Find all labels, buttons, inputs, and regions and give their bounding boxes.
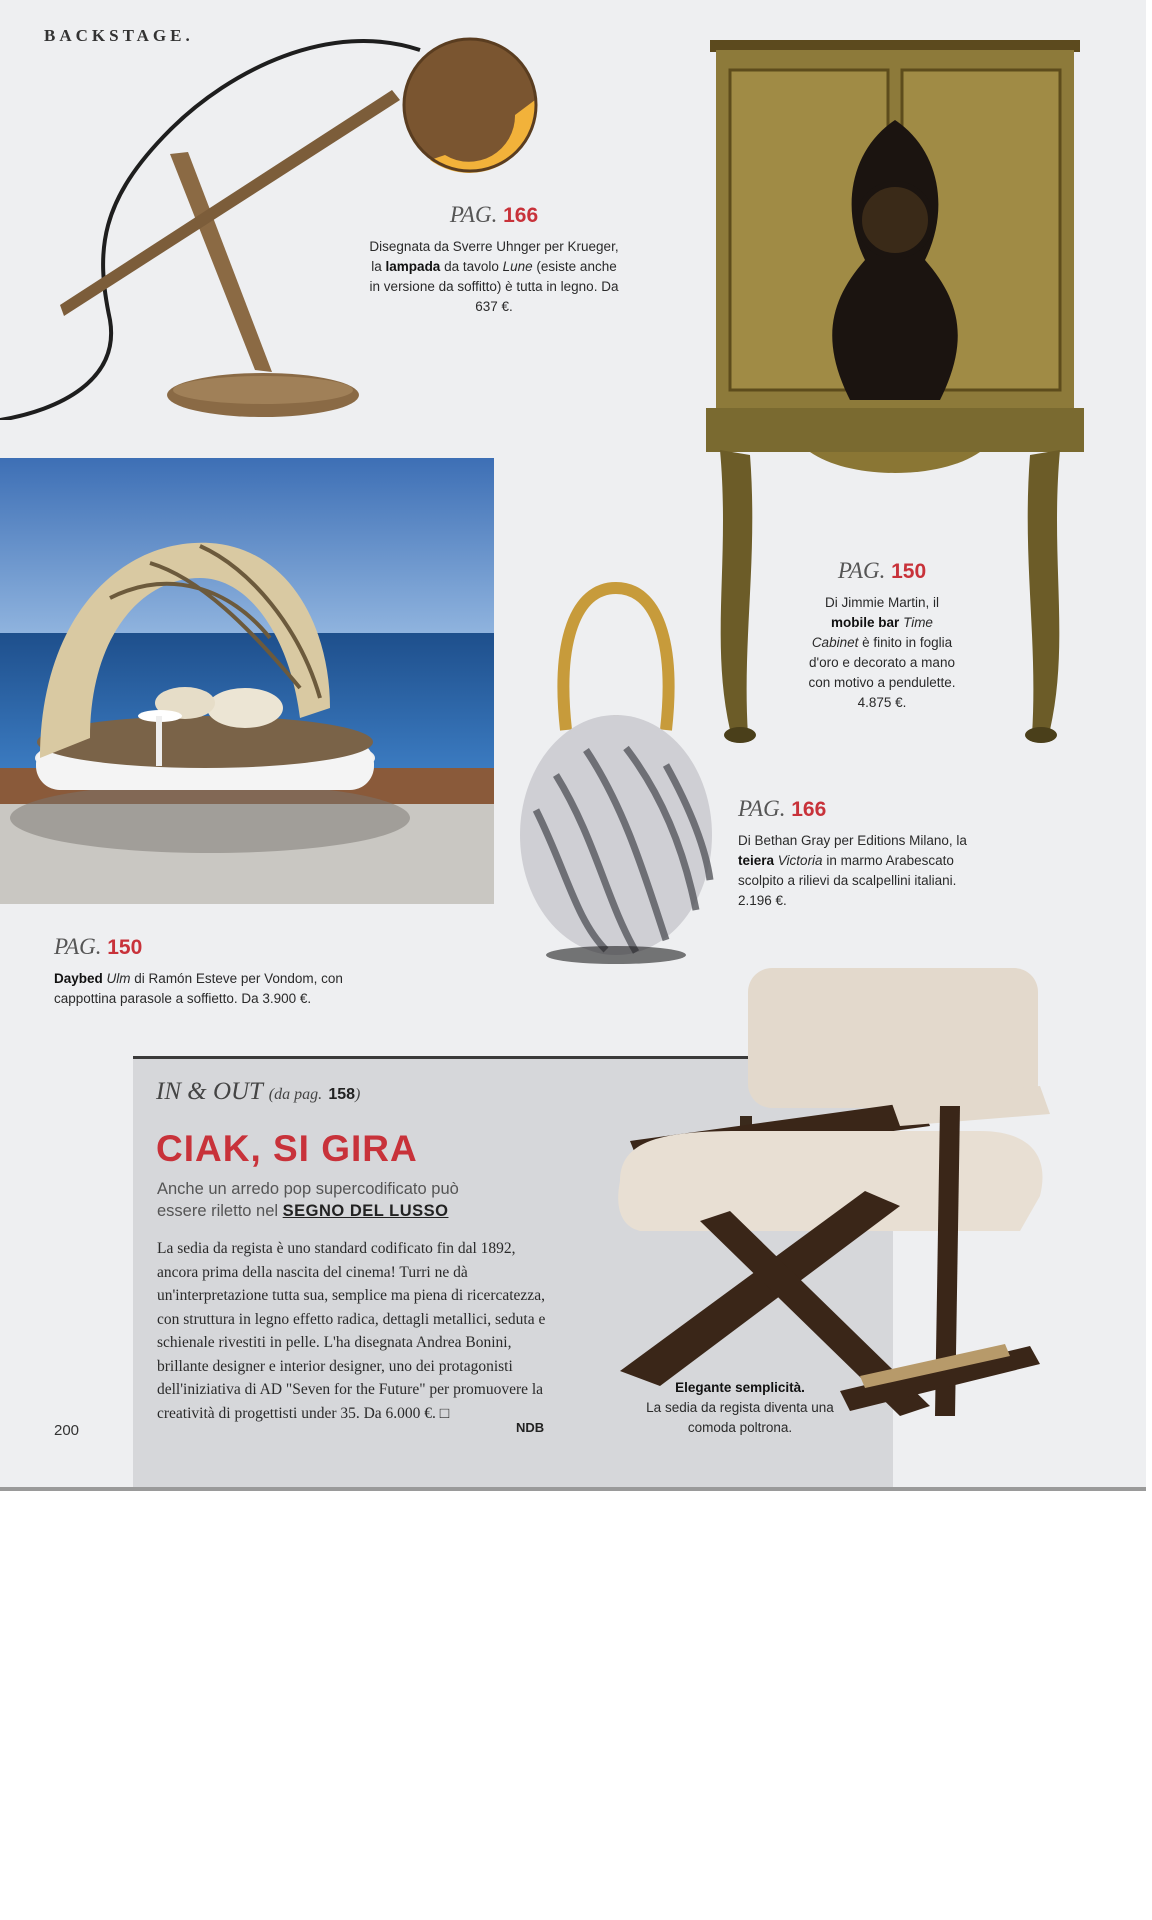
cabinet-page-ref: PAG. 150 bbox=[837, 558, 927, 583]
page-bottom-rule bbox=[0, 1487, 1146, 1491]
daybed-page-ref: PAG. 150 bbox=[54, 934, 143, 959]
teapot-page-ref: PAG. 166 bbox=[738, 796, 827, 821]
marble-teapot-illustration bbox=[516, 580, 720, 968]
director-chair-illustration bbox=[600, 966, 1060, 1418]
in-out-kicker: IN & OUT (da pag. 158) bbox=[156, 1078, 361, 1105]
article-subtitle: Anche un arredo pop supercodificato può essere riletto nel SEGNO DEL LUSSO bbox=[157, 1180, 459, 1220]
cabinet-caption: PAG. 150 Di Jimmie Martin, il mobile bar Time Cabinet è finito in foglia d'oro e decorato a mano con motivo a pendulette. 4.875 €. bbox=[806, 556, 958, 713]
lamp-page-ref: PAG. 166 bbox=[449, 202, 539, 227]
daybed-caption: PAG. 150 Daybed Ulm di Ramón Esteve per Vondom, con cappottina parasole a soffietto. Da 3.900 €. bbox=[54, 932, 384, 1009]
page-number: 200 bbox=[54, 1422, 80, 1439]
section-label: BACKSTAGE. bbox=[44, 26, 194, 45]
lamp-caption: PAG. 166 Disegnata da Sverre Uhnger per Krueger, la lampada da tavolo Lune (esiste anche in versione da soffitto) è tutta in legno. Da 637 €. bbox=[369, 202, 619, 314]
daybed-photo bbox=[0, 458, 494, 904]
chair-caption: Elegante semplicità. La sedia da regista diventa una comoda poltrona. bbox=[646, 1380, 834, 1435]
author-signature: NDB bbox=[516, 1420, 545, 1435]
teapot-caption: PAG. 166 Di Bethan Gray per Editions Milano, la teiera Victoria in marmo Arabescato scolpito a rilievi da scalpellini italiani. 2.196 €. bbox=[738, 794, 978, 911]
article-title: CIAK, SI GIRA bbox=[156, 1128, 418, 1169]
article-body: La sedia da regista è uno standard codificato fin dal 1892, ancora prima della nascita del cinema! Turri ne dà un'interpretazione tutta sua, semplice ma piena di ricercatezza, con struttura in legno effetto radica, dettagli metallici, seduta e schienale rivestiti in pelle. L'ha disegnata Andrea Bonini, brillante designer e interior designer, uno dei protagonisti dell'iniziativa di AD "Seven for the Future" per promuovere la creatività di progettisti under 35. Da 6.000 €. □ bbox=[157, 1240, 546, 1422]
